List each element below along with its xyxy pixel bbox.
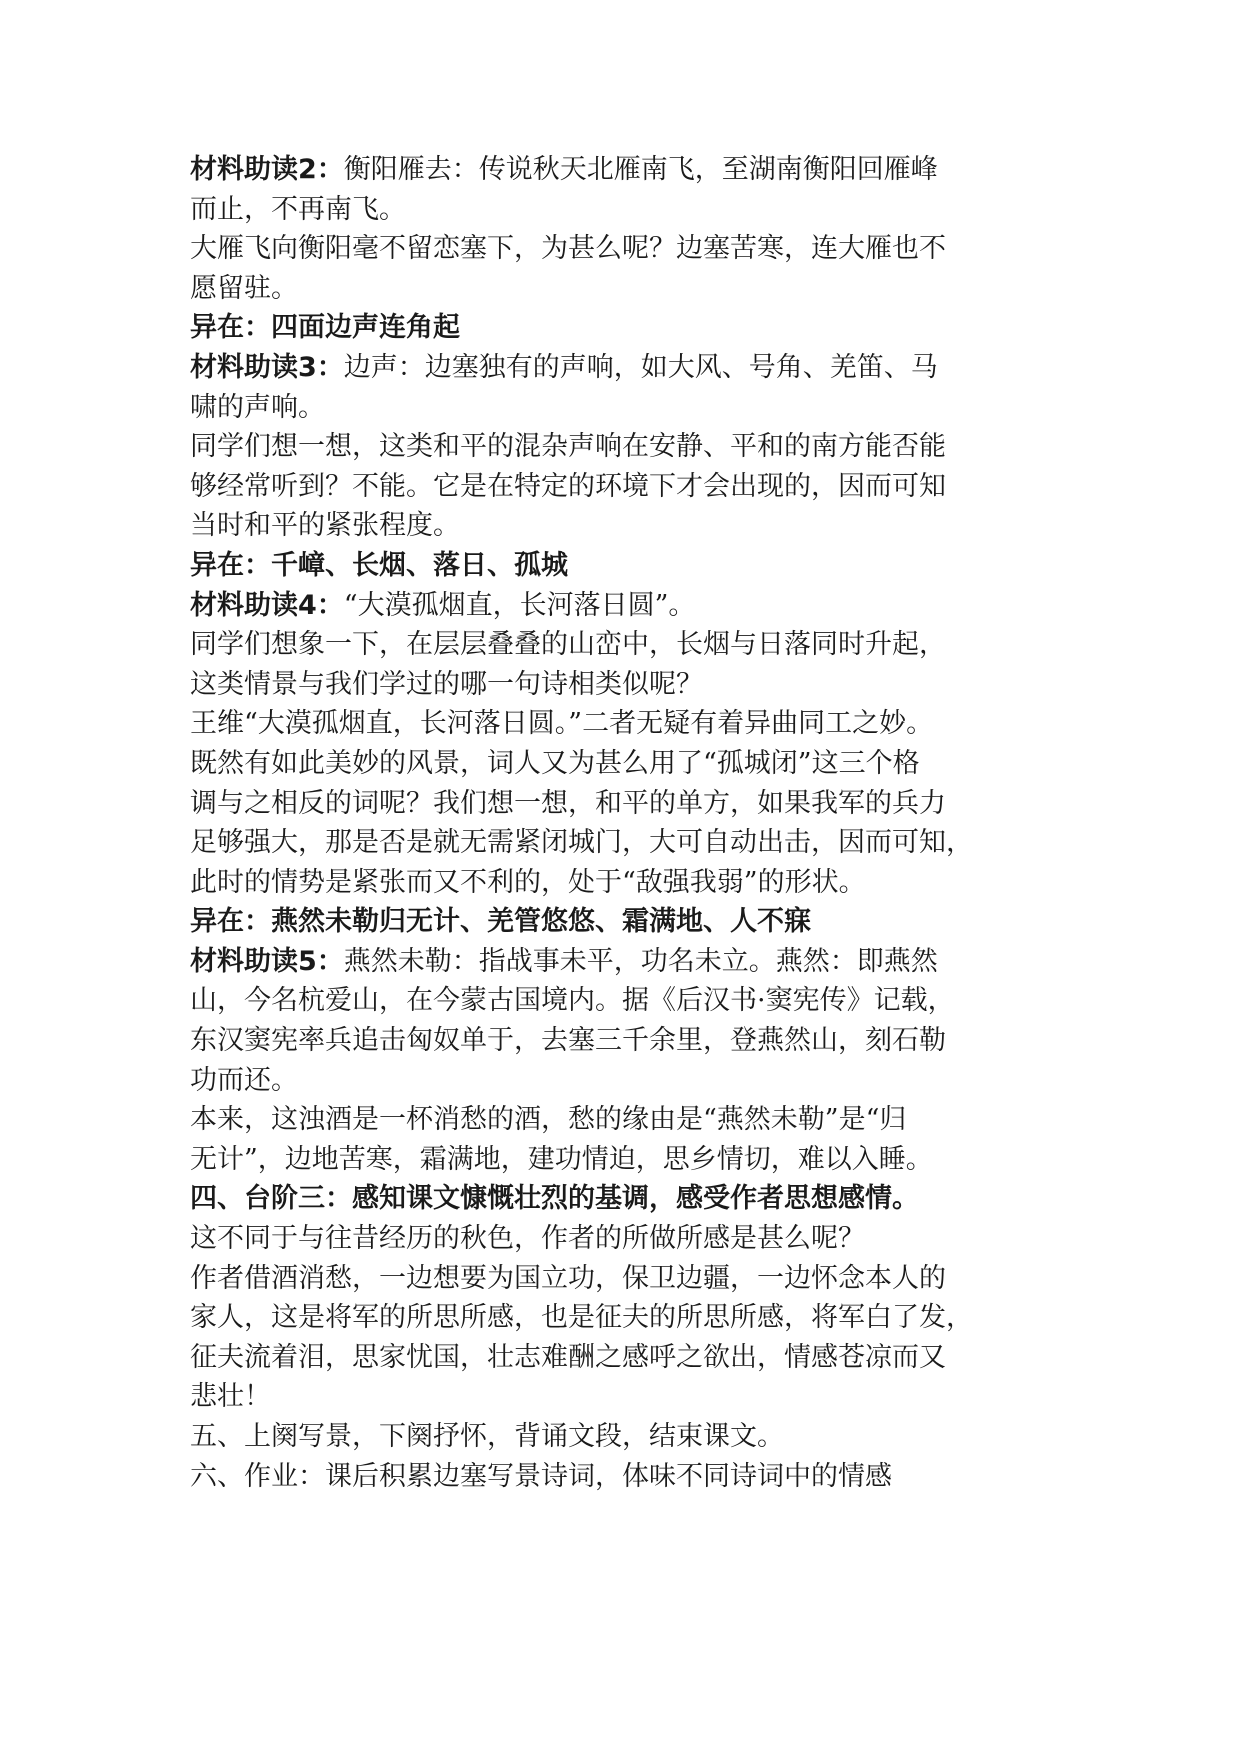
text-line: 征夫流着泪，思家忧国，壮志难酬之感呼之欲出，情感苍凉而又 bbox=[190, 1341, 946, 1373]
text-line bbox=[190, 348, 1090, 388]
text-line: 而止，不再南飞。 bbox=[190, 193, 406, 225]
material-label: 材料助读4： bbox=[190, 589, 344, 621]
text-line: 当时和平的紧张程度。 bbox=[190, 510, 460, 542]
text: 衡阳雁去：传说秋天北雁南飞，至湖南衡阳回雁峰 bbox=[343, 154, 938, 185]
text-line: 作者借酒消愁，一边想要为国立功，保卫边疆，一边怀念本人的 bbox=[190, 1262, 946, 1294]
text-line: 东汉窦宪率兵追击匈奴单于，去塞三千余里，登燕然山，刻石勒 bbox=[190, 1025, 946, 1057]
text-line: 悲壮！ bbox=[190, 1381, 271, 1413]
text-line: 无计”，边地苦寒，霜满地，建功情迫，思乡情切，难以入睡。 bbox=[190, 1143, 933, 1175]
text-line: 同学们想一想，这类和平的混杂声响在安静、平和的南方能否能 bbox=[190, 431, 946, 463]
text-line: 大雁飞向衡阳毫不留恋塞下，为甚么呢？边塞苦寒，连大雁也不 bbox=[190, 233, 946, 265]
text-line: 家人，这是将军的所思所感，也是征夫的所思所感，将军白了发， bbox=[190, 1302, 973, 1334]
text-line: 王维“大漠孤烟直，长河落日圆。”二者无疑有着异曲同工之妙。 bbox=[190, 708, 934, 740]
section-heading: 异在：千嶂、长烟、落日、孤城 bbox=[190, 549, 568, 581]
text-line: 调与之相反的词呢？我们想一想，和平的单方，如果我军的兵力 bbox=[190, 787, 946, 819]
text-line: 愿留驻。 bbox=[190, 272, 298, 304]
text-line: 五、上阕写景，下阕抒怀，背诵文段，结束课文。 bbox=[190, 1421, 784, 1452]
text-line: 此时的情势是紧张而又不利的，处于“敌强我弱”的形状。 bbox=[190, 866, 866, 898]
text-line: 山，今名杭爱山，在今蒙古国境内。据《后汉书·窦宪传》记载， bbox=[190, 985, 955, 1017]
text: 边声：边塞独有的声响，如大风、号角、羌笛、马 bbox=[343, 351, 938, 383]
material-label: 材料助读5： bbox=[190, 945, 344, 977]
section-heading: 四、台阶三：感知课文慷慨壮烈的基调，感受作者思想感情。 bbox=[190, 1183, 919, 1215]
text: “大漠孤烟直，长河落日圆”。 bbox=[343, 589, 696, 621]
text-line: 啸的声响。 bbox=[190, 391, 325, 423]
text-line: 六、作业：课后积累边塞写景诗词，体味不同诗词中的情感 bbox=[190, 1460, 892, 1492]
text-line: 这不同于与往昔经历的秋色，作者的所做所感是甚么呢？ bbox=[190, 1223, 865, 1255]
text-line: 功而还。 bbox=[190, 1064, 298, 1096]
text-line bbox=[190, 942, 1090, 982]
material-label: 材料助读2： bbox=[190, 154, 344, 185]
section-heading: 异在：燕然未勒归无计、羌管悠悠、霜满地、人不寐 bbox=[190, 906, 811, 938]
text-line: 够经常听到？不能。它是在特定的环境下才会出现的，因而可知 bbox=[190, 470, 946, 502]
text-line bbox=[190, 586, 1090, 626]
text: 燕然未勒：指战事未平，功名未立。燕然：即燕然 bbox=[343, 945, 938, 977]
text-line: 同学们想象一下，在层层叠叠的山峦中，长烟与日落同时升起， bbox=[190, 629, 946, 661]
material-label: 材料助读3： bbox=[190, 351, 344, 383]
text-line: 既然有如此美妙的风景，词人又为甚么用了“孤城闭”这三个格 bbox=[190, 747, 920, 779]
document-page bbox=[190, 150, 1090, 1496]
section-heading: 异在：四面边声连角起 bbox=[190, 312, 460, 344]
text-line: 本来，这浊酒是一杯消愁的酒，愁的缘由是“燕然未勒”是“归 bbox=[190, 1104, 907, 1136]
text-line: 这类情景与我们学过的哪一句诗相类似呢？ bbox=[190, 668, 703, 700]
text-line bbox=[190, 150, 1090, 190]
text-line: 足够强大，那是否是就无需紧闭城门，大可自动出击，因而可知， bbox=[190, 827, 973, 859]
